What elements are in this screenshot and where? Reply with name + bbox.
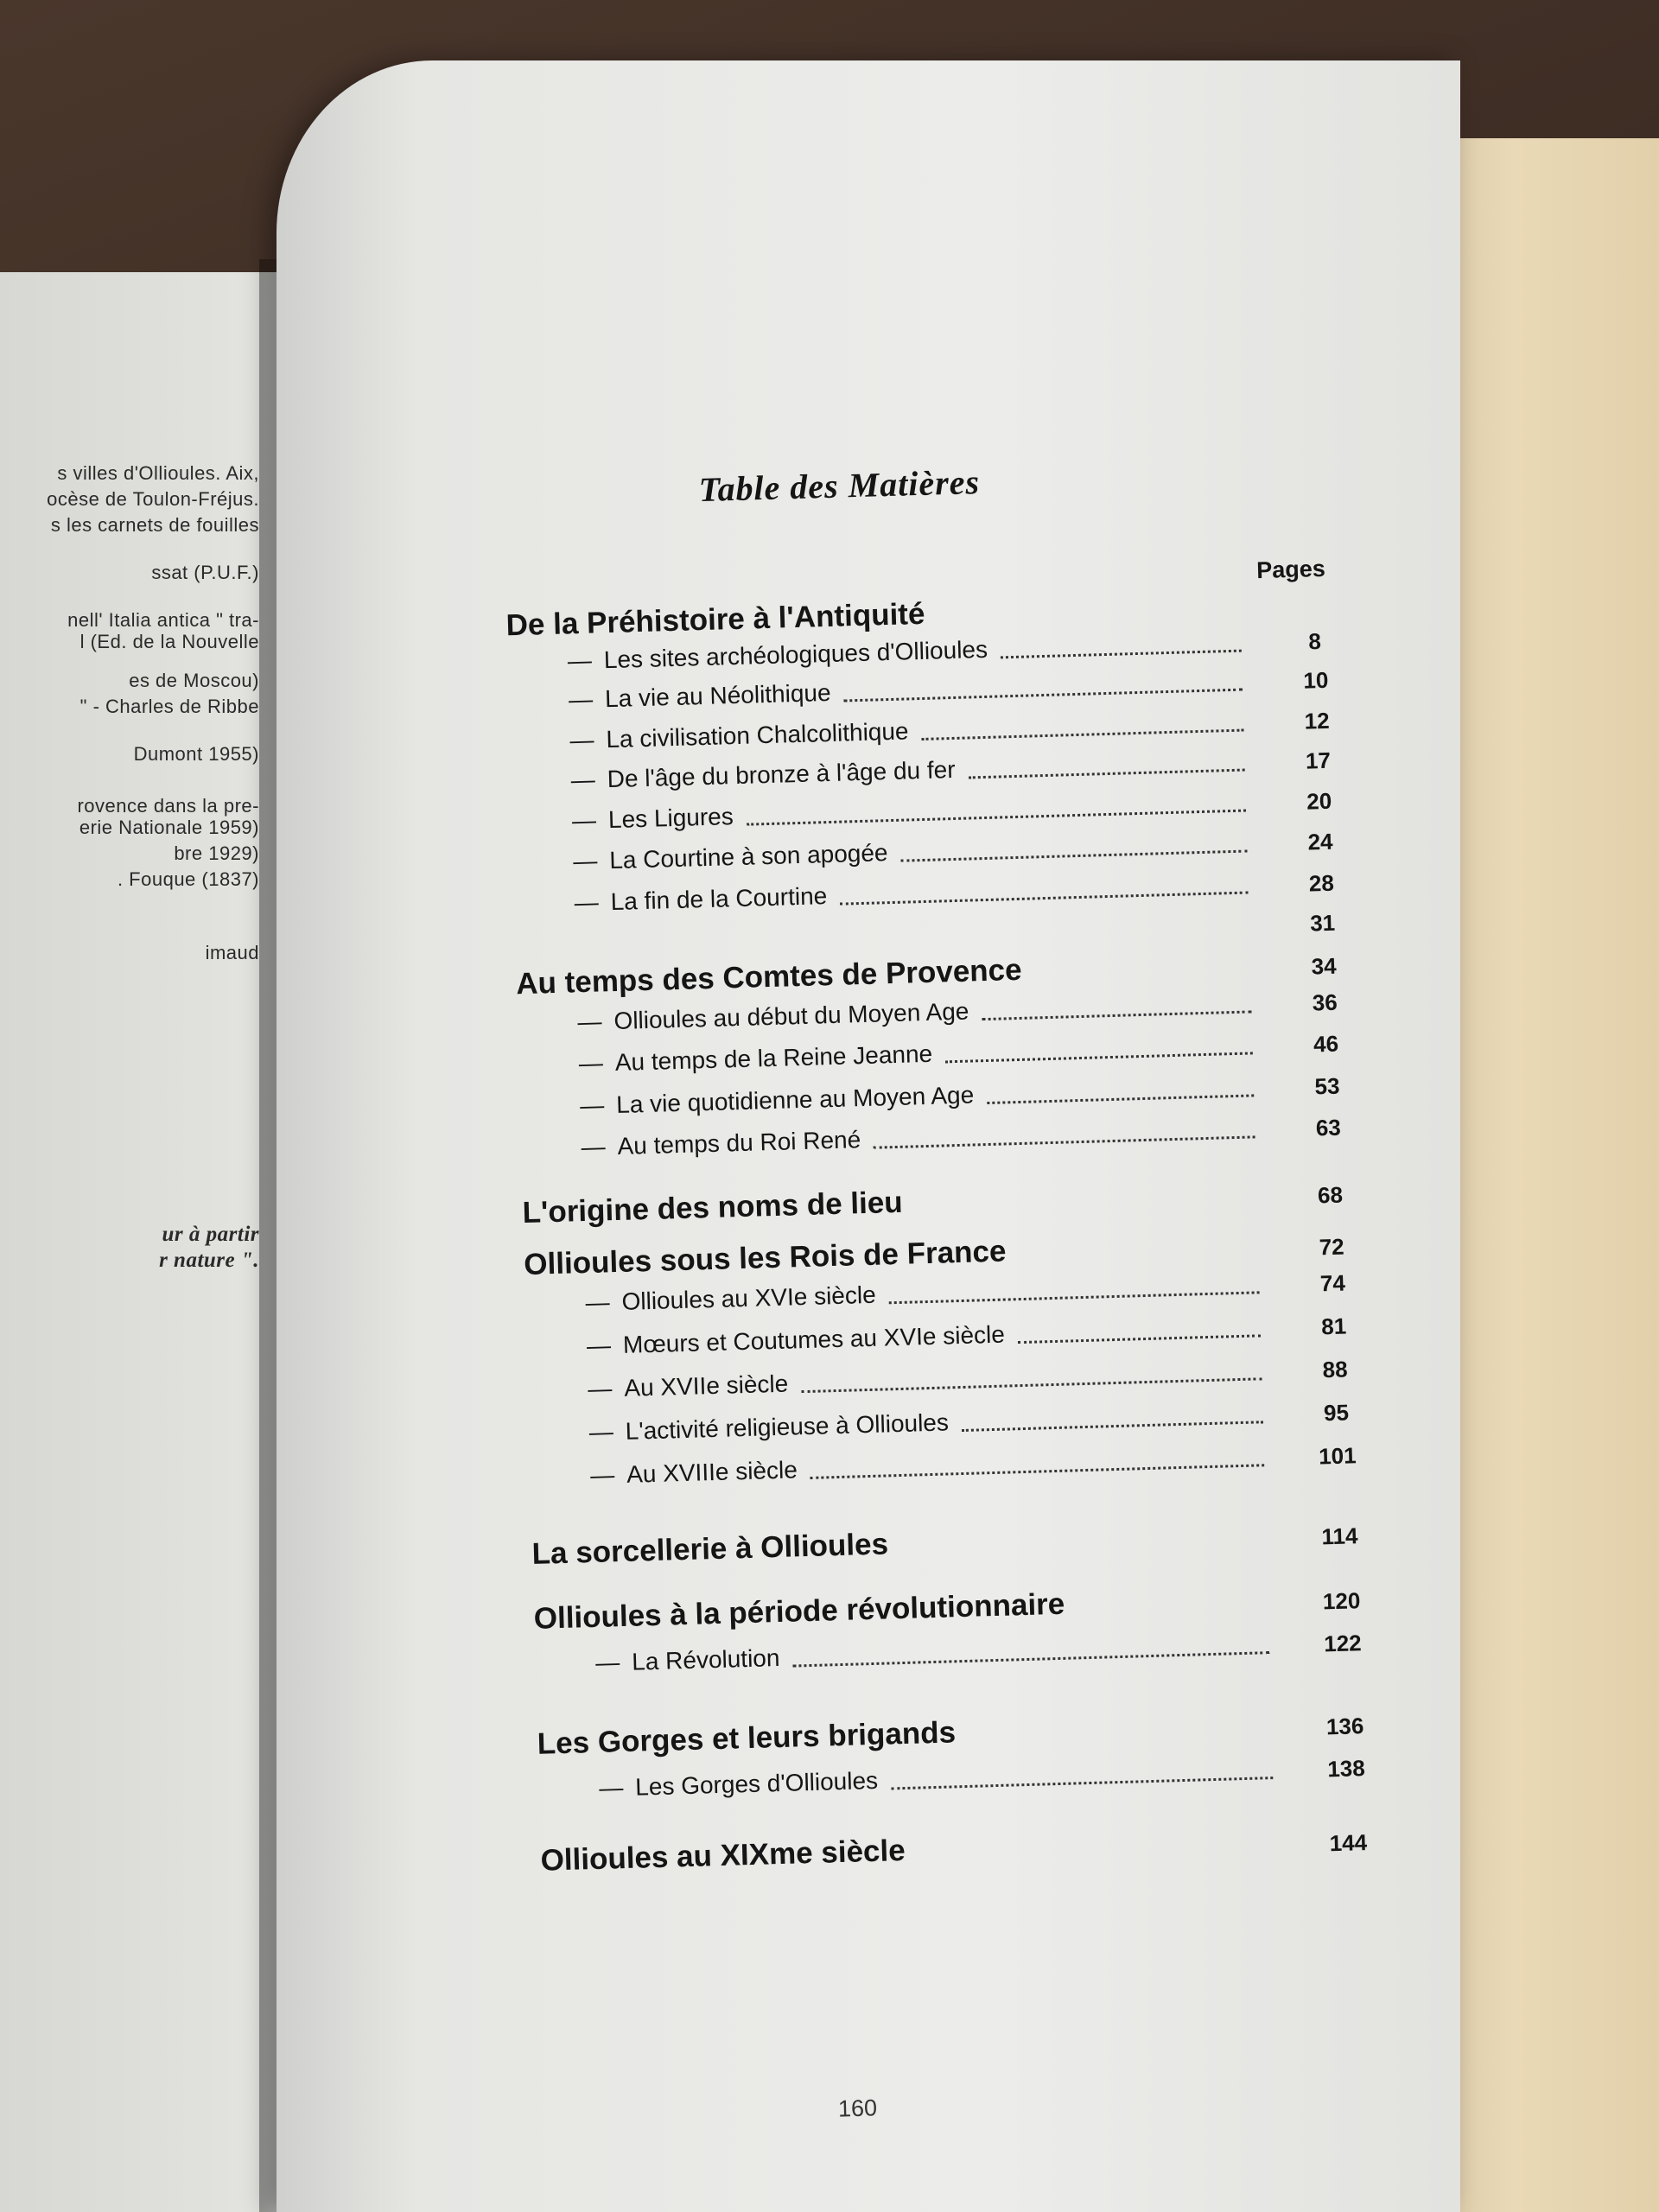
page-ref: 74: [1319, 1269, 1346, 1297]
entry-text: Au temps du Roi René: [617, 1126, 861, 1160]
page-ref: 72: [1319, 1233, 1345, 1261]
page-ref: 63: [1315, 1114, 1342, 1141]
em-dash: —: [589, 1461, 615, 1490]
entry-text: La vie quotidienne au Moyen Age: [615, 1081, 975, 1119]
entry-text: La fin de la Courtine: [610, 882, 828, 916]
entry-text: Au XVIIIe siècle: [626, 1456, 798, 1488]
page-ref: 34: [1311, 952, 1337, 980]
left-page-text-line: ssat (P.U.F.): [151, 562, 259, 583]
entry-title: [599, 1767, 879, 1802]
left-page-text-line: imaud: [205, 942, 259, 963]
dot-leader: [792, 1651, 1269, 1667]
entry-title: [572, 803, 734, 835]
entry-title: [590, 1456, 798, 1490]
left-page-text-line: " - Charles de Ribbe: [79, 696, 259, 717]
entry-title: [581, 1126, 861, 1161]
left-page-text-line: s les carnets de fouilles: [50, 514, 259, 536]
dot-leader: [801, 1377, 1262, 1393]
page-ref: 10: [1302, 666, 1329, 694]
em-dash: —: [579, 1091, 605, 1120]
dot-leader: [968, 769, 1244, 779]
entry-title: [588, 1370, 789, 1403]
em-dash: —: [567, 646, 593, 675]
entry-title: [585, 1281, 876, 1317]
entry-title: [569, 717, 909, 754]
dot-leader: [891, 1777, 1273, 1789]
page-ref: 138: [1326, 1755, 1366, 1783]
section-title: De la Préhistoire à l'Antiquité: [505, 596, 925, 643]
em-dash: —: [571, 806, 597, 835]
page-number: 160: [837, 2094, 878, 2122]
left-page-text-line: s villes d'Ollioules. Aix,: [57, 462, 259, 484]
page-ref: 95: [1323, 1399, 1350, 1427]
left-page-text-line: es de Moscou): [129, 670, 259, 691]
dot-leader: [840, 891, 1249, 905]
em-dash: —: [569, 726, 594, 754]
entry-text: Ollioules au début du Moyen Age: [613, 997, 969, 1035]
page-ref: 28: [1308, 869, 1335, 897]
em-dash: —: [581, 1133, 607, 1161]
page-ref: 81: [1320, 1313, 1347, 1340]
left-page-text-line: l (Ed. de la Nouvelle: [79, 631, 259, 652]
entry-text: L'activité religieuse à Ollioules: [625, 1408, 950, 1445]
entry-text: Les Ligures: [607, 803, 734, 834]
section-title: Les Gorges et leurs brigands: [537, 1715, 957, 1761]
left-page-text-line: rovence dans la pre-: [77, 795, 259, 817]
section-title: La sorcellerie à Ollioules: [531, 1527, 889, 1571]
dot-leader: [921, 729, 1243, 741]
em-dash: —: [574, 888, 600, 917]
dot-leader: [747, 810, 1246, 826]
entry-text: La vie au Néolithique: [604, 678, 831, 713]
dot-leader: [987, 1094, 1254, 1104]
page-ref: 46: [1313, 1030, 1339, 1058]
page-ref: 122: [1323, 1630, 1363, 1657]
page-ref: 101: [1318, 1442, 1357, 1470]
page-ref: 114: [1321, 1522, 1358, 1550]
page-ref: 31: [1309, 909, 1336, 937]
dot-leader: [945, 1052, 1253, 1063]
page-ref: 17: [1305, 747, 1332, 774]
page-ref: 53: [1314, 1072, 1340, 1100]
page-ref: 36: [1312, 988, 1338, 1016]
left-page-text-line: ur à partir: [162, 1223, 259, 1246]
section-title: Ollioules au XIXme siècle: [540, 1834, 906, 1878]
section-title: Ollioules sous les Rois de France: [523, 1234, 1007, 1282]
entry-title: [573, 839, 888, 875]
left-page-text-line: ocèse de Toulon-Fréjus.: [47, 488, 259, 510]
entry-text: Au temps de la Reine Jeanne: [614, 1039, 933, 1077]
entry-text: Les sites archéologiques d'Ollioules: [603, 635, 988, 674]
pages-column-header: Pages: [1255, 555, 1326, 584]
entry-text: Au XVIIe siècle: [623, 1370, 789, 1402]
page-ref: 12: [1304, 707, 1331, 734]
em-dash: —: [570, 766, 596, 794]
left-page-text-line: erie Nationale 1959): [79, 817, 259, 838]
em-dash: —: [577, 1007, 602, 1036]
em-dash: —: [572, 847, 598, 875]
page-ref: 24: [1307, 828, 1333, 855]
page-ref: 8: [1307, 628, 1322, 655]
entry-text: De l'âge du bronze à l'âge du fer: [607, 755, 956, 793]
dot-leader: [1018, 1334, 1261, 1344]
section-title: Ollioules à la période révolutionnaire: [533, 1586, 1065, 1636]
dot-leader: [1001, 650, 1242, 659]
dot-leader: [844, 689, 1243, 702]
left-page-text-line: Dumont 1955): [133, 743, 259, 765]
section-title: L'origine des noms de lieu: [522, 1185, 904, 1230]
em-dash: —: [568, 685, 594, 714]
entry-text: La civilisation Chalcolithique: [605, 717, 909, 753]
dot-leader: [889, 1291, 1260, 1304]
left-page-text-line: . Fouque (1837): [117, 868, 259, 890]
dot-leader: [962, 1421, 1263, 1432]
entry-text: Les Gorges d'Ollioules: [634, 1766, 879, 1801]
entry-text: Mœurs et Coutumes au XVIe siècle: [622, 1320, 1006, 1358]
entry-title: [595, 1644, 780, 1677]
page-ref: 68: [1317, 1181, 1344, 1209]
entry-text: La Révolution: [631, 1643, 780, 1675]
em-dash: —: [594, 1649, 620, 1676]
dot-leader: [810, 1464, 1264, 1479]
entry-title: [574, 882, 827, 917]
page-ref: 88: [1322, 1356, 1348, 1383]
toc-title: Table des Matières: [698, 461, 981, 510]
em-dash: —: [598, 1774, 624, 1802]
em-dash: —: [585, 1288, 611, 1317]
entry-text: La Courtine à son apogée: [608, 839, 888, 874]
em-dash: —: [587, 1375, 613, 1403]
left-page-text-line: nell' Italia antica " tra-: [67, 609, 259, 631]
page-ref: 144: [1329, 1829, 1368, 1857]
em-dash: —: [586, 1332, 612, 1360]
section-title: Au temps des Comtes de Provence: [515, 952, 1023, 1001]
page-ref: 136: [1325, 1713, 1364, 1740]
dot-leader: [900, 850, 1247, 862]
dot-leader: [982, 1010, 1251, 1020]
page-ref: 20: [1306, 787, 1332, 815]
left-page-text-line: r nature ".: [159, 1249, 259, 1272]
left-page-text-line: bre 1929): [174, 842, 259, 864]
entry-text: Ollioules au XVIe siècle: [621, 1281, 877, 1315]
em-dash: —: [578, 1049, 604, 1077]
em-dash: —: [588, 1418, 614, 1446]
page-ref: 120: [1322, 1587, 1361, 1615]
dot-leader: [874, 1135, 1255, 1148]
entry-title: [569, 679, 831, 714]
